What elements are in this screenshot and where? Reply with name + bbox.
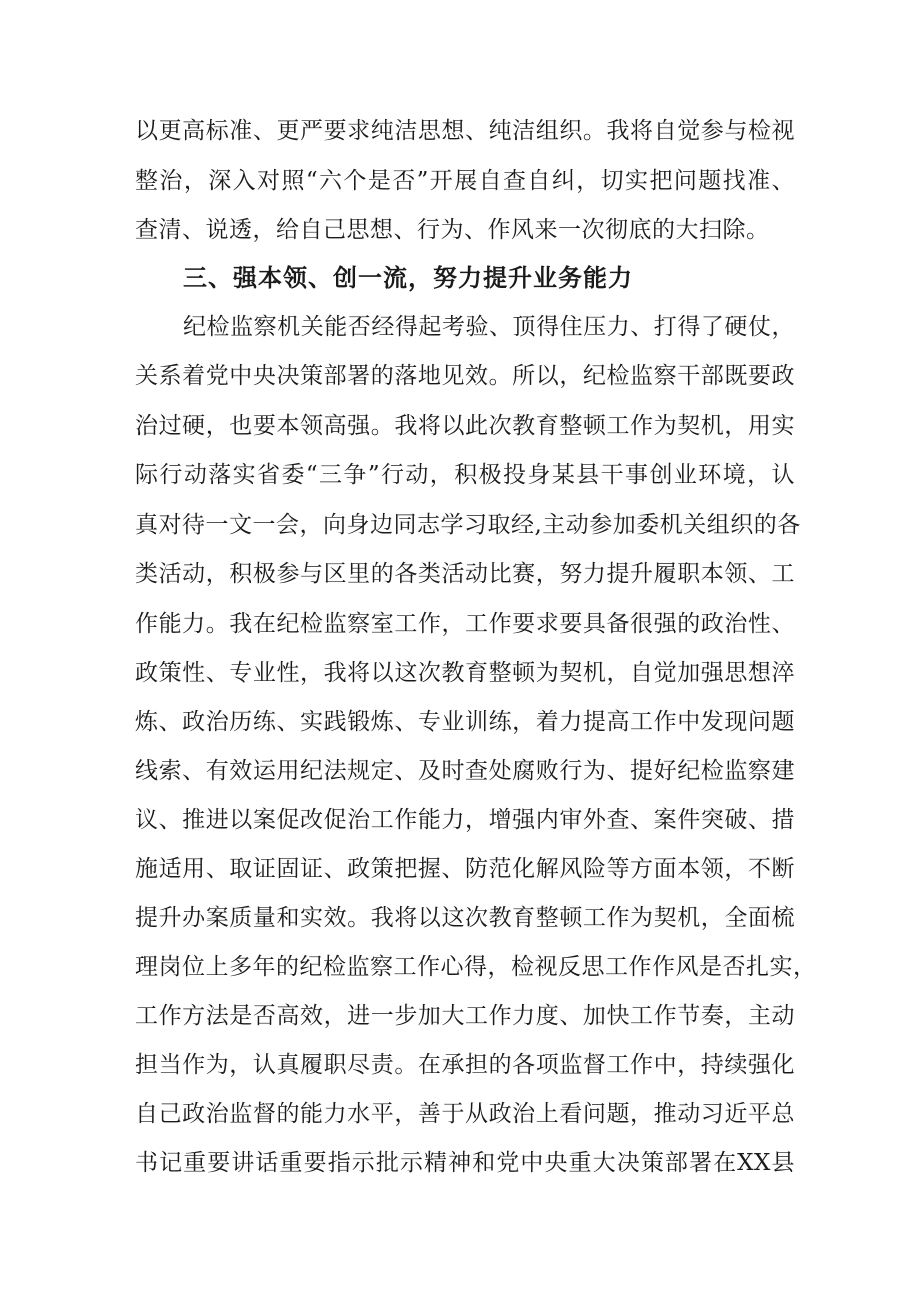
paragraph-2-line-10: 线索、有效运用纪法规定、及时查处腐败行为、提好纪检监察建 xyxy=(135,758,795,784)
paragraph-2-line-16: 担当作为，认真履职尽责。在承担的各项监督工作中，持续强化 xyxy=(135,1052,795,1078)
paragraph-2-line-3: 治过硬，也要本领高强。我将以此次教育整顿工作为契机，用实 xyxy=(135,413,795,439)
paragraph-2-line-1: 纪检监察机关能否经得起考验、顶得住压力、打得了硬仗， xyxy=(183,314,795,340)
paragraph-2-line-17: 自己政治监督的能力水平，善于从政治上看问题，推动习近平总 xyxy=(135,1101,795,1127)
paragraph-2-line-15: 工作方法是否高效，进一步加大工作力度、加快工作节奏，主动 xyxy=(135,1003,795,1029)
paragraph-2-line-13: 提升办案质量和实效。我将以这次教育整顿工作为契机，全面梳 xyxy=(135,905,795,931)
paragraph-2-line-7: 作能力。我在纪检监察室工作，工作要求要具备很强的政治性、 xyxy=(135,611,795,637)
paragraph-2-line-12: 施适用、取证固证、政策把握、防范化解风险等方面本领，不断 xyxy=(135,856,795,882)
paragraph-2-line-8: 政策性、专业性，我将以这次教育整顿为契机，自觉加强思想淬 xyxy=(135,660,795,686)
paragraph-2-line-4: 际行动落实省委“三争”行动，积极投身某县干事创业环境，认 xyxy=(135,462,795,488)
paragraph-2-line-14: 理岗位上多年的纪检监察工作心得，检视反思工作作风是否扎实， xyxy=(135,954,817,980)
paragraph-2-line-18: 书记重要讲话重要指示批示精神和党中央重大决策部署在XX县 xyxy=(135,1150,795,1176)
paragraph-2-line-5: 真对待一文一会，向身边同志学习取经,主动参加委机关组织的各 xyxy=(135,512,801,538)
paragraph-2-line-11: 议、推进以案促改促治工作能力，增强内审外查、案件突破、措 xyxy=(135,807,795,833)
paragraph-1-line-3: 查清、说透，给自己思想、行为、作风来一次彻底的大扫除。 xyxy=(135,217,770,243)
paragraph-2-line-2: 关系着党中央决策部署的落地见效。所以，纪检监察干部既要政 xyxy=(135,363,795,389)
paragraph-1-line-1: 以更高标准、更严要求纯洁思想、纯洁组织。我将自觉参与检视 xyxy=(135,118,795,144)
paragraph-1-line-2: 整治，深入对照“六个是否”开展自查自纠，切实把问题找准、 xyxy=(135,168,795,194)
section-heading: 三、强本领、创一流，努力提升业务能力 xyxy=(183,264,633,292)
paragraph-2-line-9: 炼、政治历练、实践锻炼、专业训练，着力提高工作中发现问题 xyxy=(135,709,795,735)
paragraph-2-line-6: 类活动，积极参与区里的各类活动比赛，努力提升履职本领、工 xyxy=(135,561,795,587)
